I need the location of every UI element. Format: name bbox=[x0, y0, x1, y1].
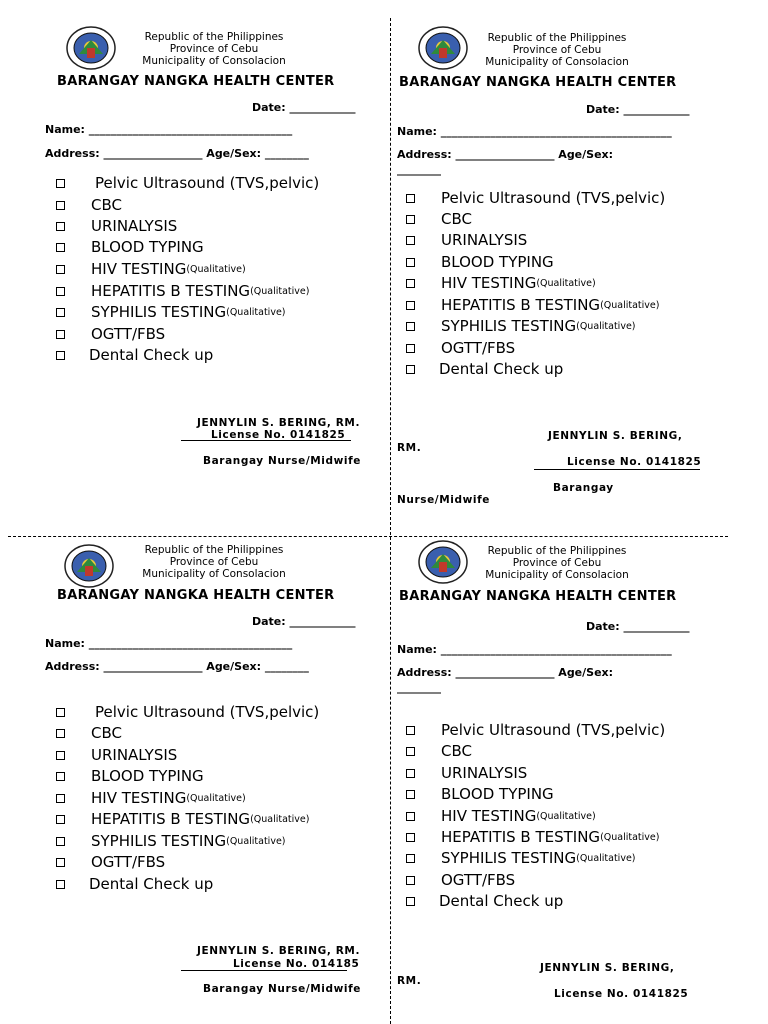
checkbox-icon[interactable] bbox=[56, 351, 65, 360]
checkbox-item[interactable]: OGTT/FBS bbox=[56, 325, 165, 343]
checkbox-item[interactable]: BLOOD TYPING bbox=[406, 253, 554, 271]
checkbox-icon[interactable] bbox=[406, 790, 415, 799]
license-number: License No. 0141825 bbox=[567, 456, 702, 468]
health-center-title: BARANGAY NANGKA HEALTH CENTER bbox=[399, 589, 677, 604]
signatory-name: JENNYLIN S. BERING, bbox=[540, 962, 675, 974]
checkbox-item[interactable]: Dental Check up bbox=[56, 875, 213, 893]
name-field[interactable]: Name: _____________________________________ bbox=[45, 123, 293, 136]
checkbox-item[interactable]: BLOOD TYPING bbox=[56, 767, 204, 785]
checkbox-item[interactable]: URINALYSIS bbox=[56, 746, 177, 764]
checkbox-icon[interactable] bbox=[56, 708, 65, 717]
checkbox-item[interactable]: OGTT/FBS bbox=[406, 871, 515, 889]
signature-line bbox=[181, 970, 347, 971]
checkbox-item[interactable]: HIV TESTING (Qualitative) bbox=[56, 789, 246, 807]
address-age-sex-field[interactable]: Address: __________________ Age/Sex: ________ bbox=[45, 660, 309, 673]
signatory-rm: RM. bbox=[397, 975, 422, 987]
date-field[interactable]: Date: ____________ bbox=[252, 101, 356, 114]
checkbox-item[interactable]: BLOOD TYPING bbox=[406, 785, 554, 803]
checkbox-icon[interactable] bbox=[406, 854, 415, 863]
checkbox-icon[interactable] bbox=[406, 365, 415, 374]
checkbox-icon[interactable] bbox=[406, 833, 415, 842]
checkbox-icon[interactable] bbox=[406, 215, 415, 224]
header-province: Province of Cebu bbox=[169, 43, 259, 55]
signatory-role: Barangay Nurse/Midwife bbox=[203, 983, 362, 995]
name-field[interactable]: Name: __________________________________________ bbox=[397, 125, 672, 138]
header-province: Province of Cebu bbox=[512, 44, 602, 56]
checkbox-item[interactable]: SYPHILIS TESTING (Qualitative) bbox=[406, 317, 636, 335]
checkbox-icon[interactable] bbox=[56, 222, 65, 231]
checkbox-icon[interactable] bbox=[56, 837, 65, 846]
checkbox-item[interactable]: Dental Check up bbox=[56, 346, 213, 364]
checkbox-icon[interactable] bbox=[56, 179, 65, 188]
vertical-cut-line bbox=[390, 18, 391, 1024]
checkbox-icon[interactable] bbox=[406, 897, 415, 906]
checkbox-item[interactable]: CBC bbox=[56, 196, 122, 214]
age-sex-blank[interactable]: ________ bbox=[397, 681, 441, 694]
checkbox-item[interactable]: OGTT/FBS bbox=[406, 339, 515, 357]
health-center-title: BARANGAY NANGKA HEALTH CENTER bbox=[57, 74, 335, 89]
checkbox-item[interactable]: SYPHILIS TESTING (Qualitative) bbox=[56, 303, 286, 321]
checkbox-item[interactable]: URINALYSIS bbox=[56, 217, 177, 235]
health-center-title: BARANGAY NANGKA HEALTH CENTER bbox=[57, 588, 335, 603]
checkbox-item[interactable]: HEPATITIS B TESTING (Qualitative) bbox=[406, 828, 659, 846]
signatory-name: JENNYLIN S. BERING, bbox=[548, 430, 683, 442]
header-municipality: Municipality of Consolacion bbox=[485, 569, 629, 581]
checkbox-item[interactable]: HEPATITIS B TESTING (Qualitative) bbox=[56, 810, 309, 828]
checkbox-item[interactable]: Dental Check up bbox=[406, 360, 563, 378]
checkbox-item[interactable]: Pelvic Ultrasound (TVS,pelvic) bbox=[406, 721, 665, 739]
checkbox-icon[interactable] bbox=[406, 876, 415, 885]
address-age-sex-field[interactable]: Address: __________________ Age/Sex: bbox=[397, 148, 614, 161]
header-province: Province of Cebu bbox=[512, 557, 602, 569]
checkbox-icon[interactable] bbox=[56, 201, 65, 210]
header-republic: Republic of the Philippines bbox=[487, 32, 627, 44]
signatory-role-cont: Nurse/Midwife bbox=[397, 494, 490, 506]
checkbox-icon[interactable] bbox=[56, 815, 65, 824]
signatory-name: JENNYLIN S. BERING, RM. bbox=[197, 945, 361, 957]
signatory-rm: RM. bbox=[397, 442, 422, 454]
checkbox-item[interactable]: CBC bbox=[56, 724, 122, 742]
checkbox-item[interactable]: HIV TESTING (Qualitative) bbox=[406, 274, 596, 292]
checkbox-icon[interactable] bbox=[56, 751, 65, 760]
name-field[interactable]: Name: _____________________________________ bbox=[45, 637, 293, 650]
checkbox-icon[interactable] bbox=[406, 812, 415, 821]
checkbox-icon[interactable] bbox=[56, 243, 65, 252]
address-age-sex-field[interactable]: Address: __________________ Age/Sex: ________ bbox=[45, 147, 309, 160]
signatory-name: JENNYLIN S. BERING, RM. bbox=[197, 417, 361, 429]
date-field[interactable]: Date: ____________ bbox=[586, 620, 690, 633]
header-municipality: Municipality of Consolacion bbox=[142, 55, 286, 67]
header-municipality: Municipality of Consolacion bbox=[485, 56, 629, 68]
address-age-sex-field[interactable]: Address: __________________ Age/Sex: bbox=[397, 666, 614, 679]
checkbox-icon[interactable] bbox=[56, 330, 65, 339]
checkbox-item[interactable]: BLOOD TYPING bbox=[56, 238, 204, 256]
header-republic: Republic of the Philippines bbox=[144, 31, 284, 43]
checkbox-item[interactable]: HEPATITIS B TESTING (Qualitative) bbox=[406, 296, 659, 314]
checkbox-item[interactable]: Pelvic Ultrasound (TVS,pelvic) bbox=[56, 703, 319, 721]
signatory-role: Barangay bbox=[553, 482, 614, 494]
checkbox-item[interactable]: HIV TESTING (Qualitative) bbox=[56, 260, 246, 278]
checkbox-item[interactable]: HIV TESTING (Qualitative) bbox=[406, 807, 596, 825]
license-number: License No. 0141825 bbox=[554, 988, 689, 1000]
checkbox-icon[interactable] bbox=[406, 279, 415, 288]
checkbox-item[interactable]: Dental Check up bbox=[406, 892, 563, 910]
checkbox-item[interactable]: CBC bbox=[406, 742, 472, 760]
age-sex-blank[interactable]: ________ bbox=[397, 163, 441, 176]
checkbox-item[interactable]: URINALYSIS bbox=[406, 231, 527, 249]
checkbox-item[interactable]: HEPATITIS B TESTING (Qualitative) bbox=[56, 282, 309, 300]
checkbox-item[interactable]: SYPHILIS TESTING (Qualitative) bbox=[56, 832, 286, 850]
checkbox-icon[interactable] bbox=[406, 344, 415, 353]
checkbox-icon[interactable] bbox=[56, 772, 65, 781]
checkbox-icon[interactable] bbox=[406, 747, 415, 756]
checkbox-icon[interactable] bbox=[56, 729, 65, 738]
signatory-role: Barangay Nurse/Midwife bbox=[203, 455, 362, 467]
license-number: License No. 014185 bbox=[233, 958, 360, 970]
date-field[interactable]: Date: ____________ bbox=[252, 615, 356, 628]
checkbox-icon[interactable] bbox=[406, 726, 415, 735]
checkbox-icon[interactable] bbox=[56, 308, 65, 317]
horizontal-cut-line bbox=[8, 536, 728, 537]
signature-line bbox=[534, 469, 700, 470]
header-municipality: Municipality of Consolacion bbox=[142, 568, 286, 580]
checkbox-icon[interactable] bbox=[56, 287, 65, 296]
checkbox-icon[interactable] bbox=[56, 265, 65, 274]
header-province: Province of Cebu bbox=[169, 556, 259, 568]
checkbox-icon[interactable] bbox=[406, 194, 415, 203]
checkbox-icon[interactable] bbox=[406, 258, 415, 267]
checkbox-item[interactable]: Pelvic Ultrasound (TVS,pelvic) bbox=[56, 174, 319, 192]
checkbox-icon[interactable] bbox=[406, 322, 415, 331]
name-field[interactable]: Name: __________________________________________ bbox=[397, 643, 672, 656]
checkbox-item[interactable]: URINALYSIS bbox=[406, 764, 527, 782]
checkbox-item[interactable]: Pelvic Ultrasound (TVS,pelvic) bbox=[406, 189, 665, 207]
checkbox-icon[interactable] bbox=[56, 794, 65, 803]
checkbox-icon[interactable] bbox=[56, 858, 65, 867]
header-republic: Republic of the Philippines bbox=[487, 545, 627, 557]
checkbox-icon[interactable] bbox=[406, 236, 415, 245]
license-number: License No. 0141825 bbox=[211, 429, 346, 441]
checkbox-icon[interactable] bbox=[56, 880, 65, 889]
checkbox-icon[interactable] bbox=[406, 301, 415, 310]
checkbox-item[interactable]: SYPHILIS TESTING (Qualitative) bbox=[406, 849, 636, 867]
date-field[interactable]: Date: ____________ bbox=[586, 103, 690, 116]
checkbox-item[interactable]: CBC bbox=[406, 210, 472, 228]
health-center-title: BARANGAY NANGKA HEALTH CENTER bbox=[399, 75, 677, 90]
header-republic: Republic of the Philippines bbox=[144, 544, 284, 556]
checkbox-icon[interactable] bbox=[406, 769, 415, 778]
checkbox-item[interactable]: OGTT/FBS bbox=[56, 853, 165, 871]
